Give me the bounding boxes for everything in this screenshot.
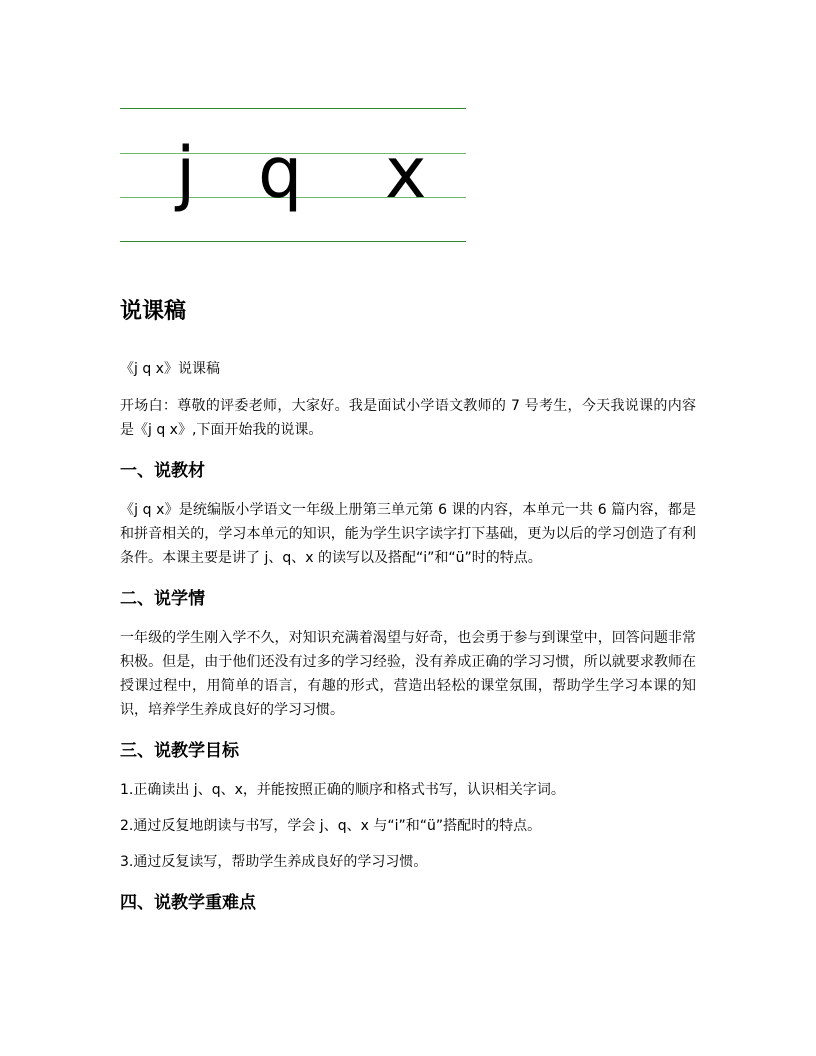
pinyin-letter-j: j [176,132,196,214]
pinyin-letter-q: q [258,132,303,214]
lesson-subtitle: 《j q x》说课稿 [120,361,220,377]
section-text-students: 一年级的学生刚入学不久，对知识充满着渴望与好奇，也会勇于参与到课堂中，回答问题非常积极。但是，由于他们还没有过多的学习经验，没有养成正确的学习习惯，所以就要求教师在授课过程中，用简单的语言，有趣的形式，营造出轻松的课堂氛围，帮助学生学习本课的知识，培养学生养成良好的学习习惯。 [120,630,696,718]
section-heading-key-points: 四、说教学重难点 [120,893,256,913]
intro-paragraph: 开场白：尊敬的评委老师，大家好。我是面试小学语文教师的 7 号考生，今天我说课的内容是《j q x》,下面开始我的说课。 [120,398,696,438]
objective-item-2: 2.通过反复地朗读与书写，学会 j、q、x 与“i”和“ü”搭配时的特点。 [120,818,542,834]
grid-line-bottom [120,241,466,242]
section-text-textbook: 《j q x》是统编版小学语文一年级上册第三单元第 6 课的内容，本单元一共 6 篇内容，都是和拼音相关的，学习本单元的知识，能为学生识字读字打下基础，更为以后的学习创造了有利条件。本课主要是讲了 j、q、x 的读写以及搭配“i”和“ü”时的特点。 [120,502,696,566]
grid-line-top [120,108,466,109]
section-heading-students: 二、说学情 [120,589,205,609]
pinyin-letter-x: x [385,132,427,214]
document-body [120,296,696,930]
section-heading-objectives: 三、说教学目标 [120,741,239,761]
objective-item-3: 3.通过反复读写，帮助学生养成良好的学习习惯。 [120,854,428,870]
section-heading-textbook: 一、说教材 [120,461,205,481]
pinyin-writing-grid [120,100,466,250]
document-title: 说课稿 [120,299,187,324]
objective-item-1: 1.正确读出 j、q、x，并能按照正确的顺序和格式书写，认识相关字词。 [120,782,565,798]
